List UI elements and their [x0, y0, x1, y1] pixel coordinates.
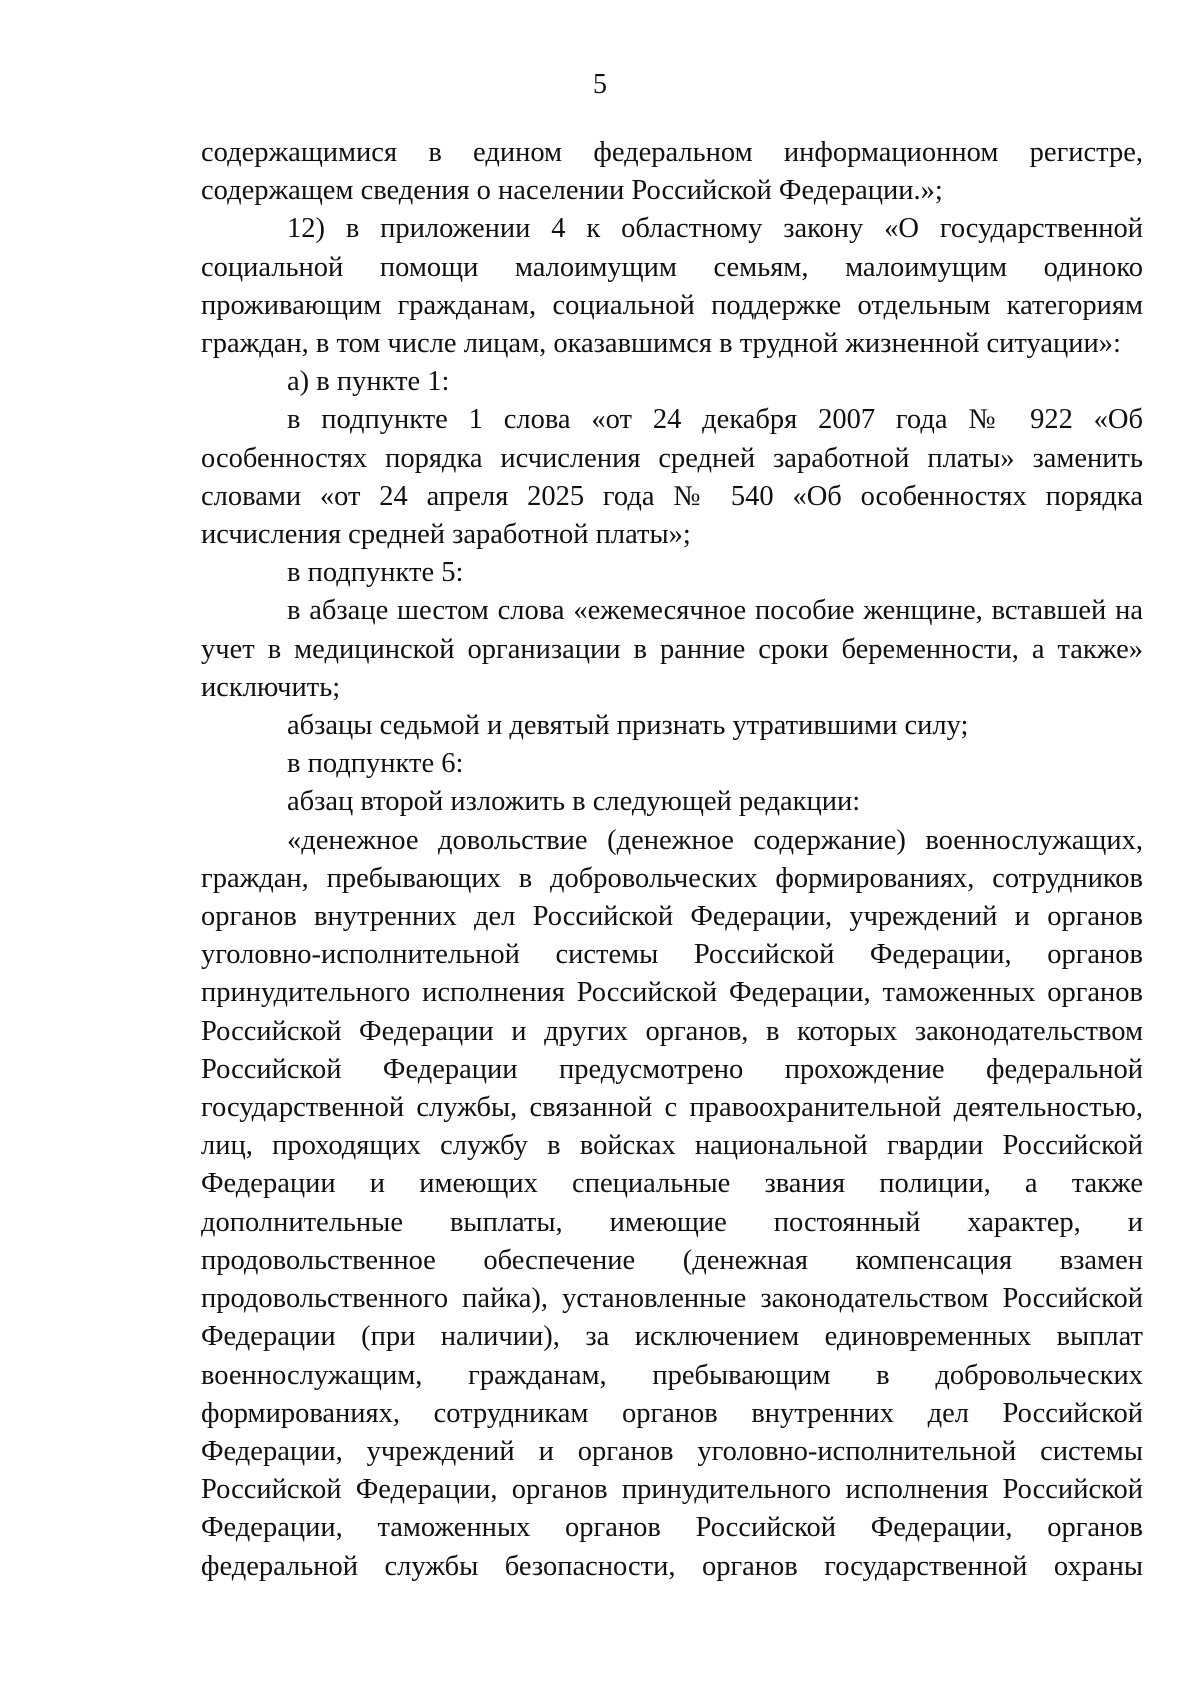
page-number: 5: [593, 69, 607, 100]
paragraph-subpoint-5: в подпункте 5:: [287, 557, 464, 589]
document-body: [201, 134, 1143, 1586]
paragraph-subpoint-5-abzac-6: в абзаце шестом слова «ежемесячное пособие женщине, вставшей на учет в медицинской организации в ранние сроки беременности, а также» исключить;: [201, 595, 1143, 703]
paragraph-new-wording: «денежное довольствие (денежное содержание) военнослужащих, граждан, пребывающих в добровольческих формированиях, сотрудников органов внутренних дел Российской Федерации, учреждений и органов уголовно-исполнительной системы Российской Федерации, органов принудительного исполнения Российской Федерации, таможенных органов Российской Федерации и других органов, в которых законодательством Российской Федерации предусмотрено прохождение федеральной государственной службы, связанной с правоохранительной деятельностью, лиц, проходящих службу в войсках национальной гвардии Российской Федерации и имеющих специальные звания полиции, а также дополнительные выплаты, имеющие постоянный характер, и продовольственное обеспечение (денежная компенсация взамен продовольственного пайка), установленные законодательством Российской Федерации (при наличии), за исключением единовременных выплат военнослужащим, гражданам, пребывающим в добровольческих формированиях, сотрудникам органов внутренних дел Российской Федерации, учреждений и органов уголовно-исполнительной системы Российской Федерации, органов принудительного исполнения Российской Федерации, таможенных органов Российской Федерации, органов федеральной службы безопасности, органов государственной охраны: [201, 824, 1143, 1582]
paragraph-subpoint-5-abzacy-7-9: абзацы седьмой и девятый признать утратившими силу;: [287, 710, 969, 742]
paragraph-continuation: содержащимися в едином федеральном информационном регистре, содержащем сведения о населении Российской Федерации.»;: [201, 137, 1143, 207]
paragraph-subpoint-1-amendment: в подпункте 1 слова «от 24 декабря 2007 года № 922 «Об особенностях порядка исчисления средней заработной платы» заменить словами «от 24 апреля 2025 года № 540 «Об особенностях порядка исчисления средней заработной платы»;: [201, 404, 1143, 551]
paragraph-item-12: 12) в приложении 4 к областному закону «О государственной социальной помощи малоимущим семьям, малоимущим одиноко проживающим гражданам, социальной поддержке отдельным категориям граждан, в том числе лицам, оказавшимся в трудной жизненной ситуации»:: [201, 213, 1143, 360]
paragraph-subpoint-6: в подпункте 6:: [287, 748, 464, 780]
paragraph-subitem-a: а) в пункте 1:: [287, 366, 450, 398]
paragraph-subpoint-6-abzac-2: абзац второй изложить в следующей редакции:: [287, 786, 861, 818]
